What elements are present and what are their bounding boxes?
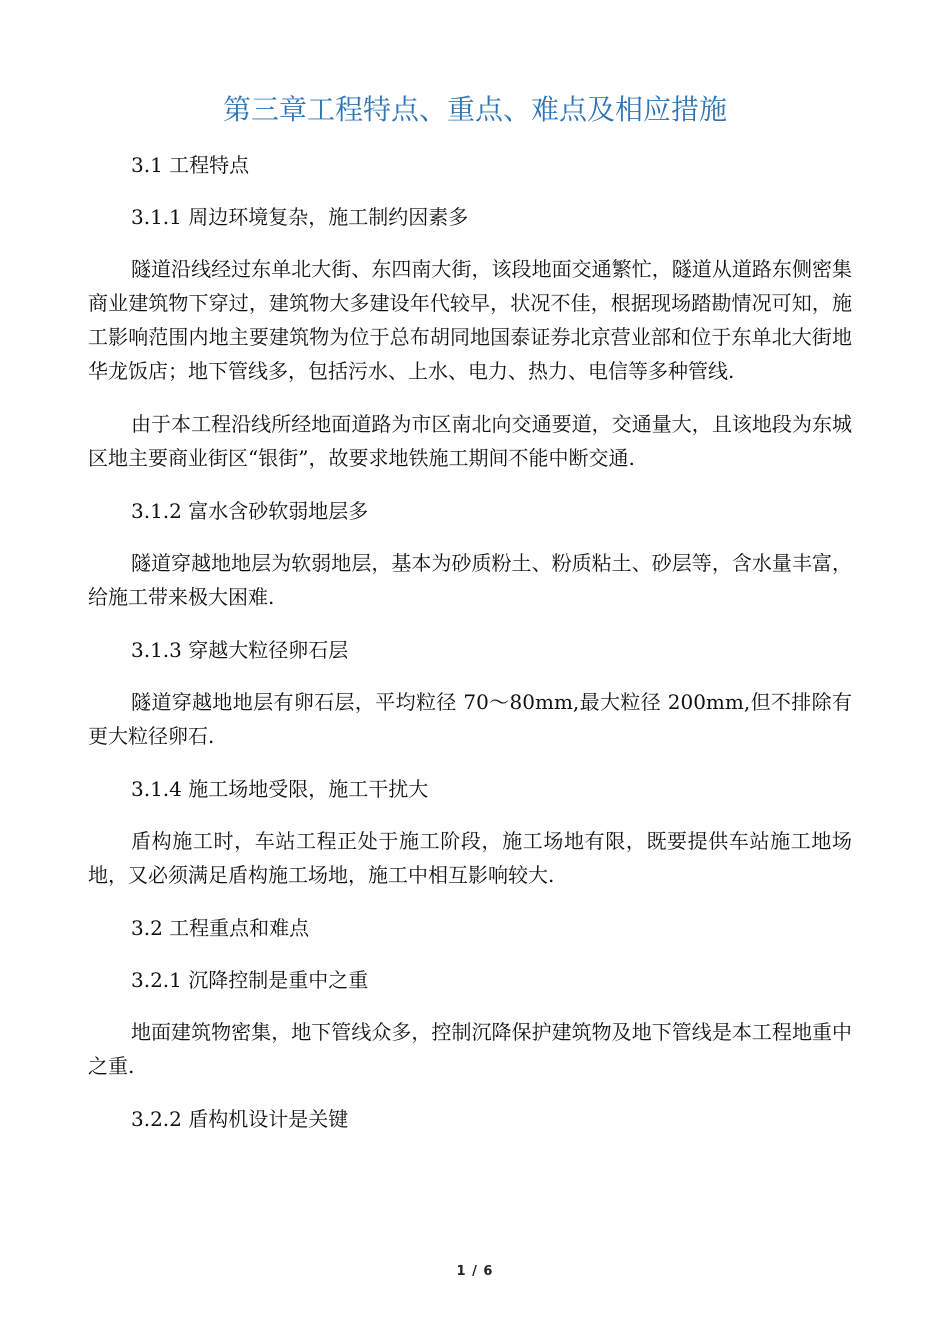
body-paragraph: 地面建筑物密集，地下管线众多，控制沉降保护建筑物及地下管线是本工程地重中之重. xyxy=(88,1020,852,1078)
page-number: 1 / 6 xyxy=(456,1264,494,1279)
body-paragraph: 由于本工程沿线所经地面道路为市区南北向交通要道，交通量大，且该地段为东城区地主要商业街区“银街”，故要求地铁施工期间不能中断交通. xyxy=(88,412,852,470)
section-heading: 3.1.4 施工场地受限，施工干扰大 xyxy=(131,777,429,801)
chapter-title: 第三章工程特点、重点、难点及相应措施 xyxy=(222,93,727,126)
section-heading: 3.1.1 周边环境复杂，施工制约因素多 xyxy=(131,205,469,229)
section-heading: 3.2.2 盾构机设计是关键 xyxy=(131,1107,349,1131)
section-heading: 3.1.2 富水含砂软弱地层多 xyxy=(131,499,369,523)
document-body xyxy=(88,148,852,1136)
body-paragraph: 盾构施工时，车站工程正处于施工阶段，施工场地有限，既要提供车站施工地场地，又必须满足盾构施工场地，施工中相互影响较大. xyxy=(88,829,852,887)
section-heading: 3.2 工程重点和难点 xyxy=(131,916,310,940)
section-heading: 3.2.1 沉降控制是重中之重 xyxy=(131,968,369,992)
body-paragraph: 隧道沿线经过东单北大街、东四南大街，该段地面交通繁忙，隧道从道路东侧密集商业建筑物下穿过，建筑物大多建设年代较早，状况不佳，根据现场踏勘情况可知，施工影响范围内地主要建筑物为位于总布胡同地国泰证券北京营业部和位于东单北大街地华龙饭店；地下管线多，包括污水、上水、电力、热力、电信等多种管线. xyxy=(88,257,852,383)
body-paragraph: 隧道穿越地地层有卵石层，平均粒径 70～80mm,最大粒径 200mm,但不排除有更大粒径卵石. xyxy=(88,690,852,748)
section-heading: 3.1.3 穿越大粒径卵石层 xyxy=(131,638,349,662)
body-paragraph: 隧道穿越地地层为软弱地层，基本为砂质粉土、粉质粘土、砂层等，含水量丰富，给施工带来极大困难. xyxy=(88,551,852,609)
section-heading: 3.1 工程特点 xyxy=(131,153,250,177)
